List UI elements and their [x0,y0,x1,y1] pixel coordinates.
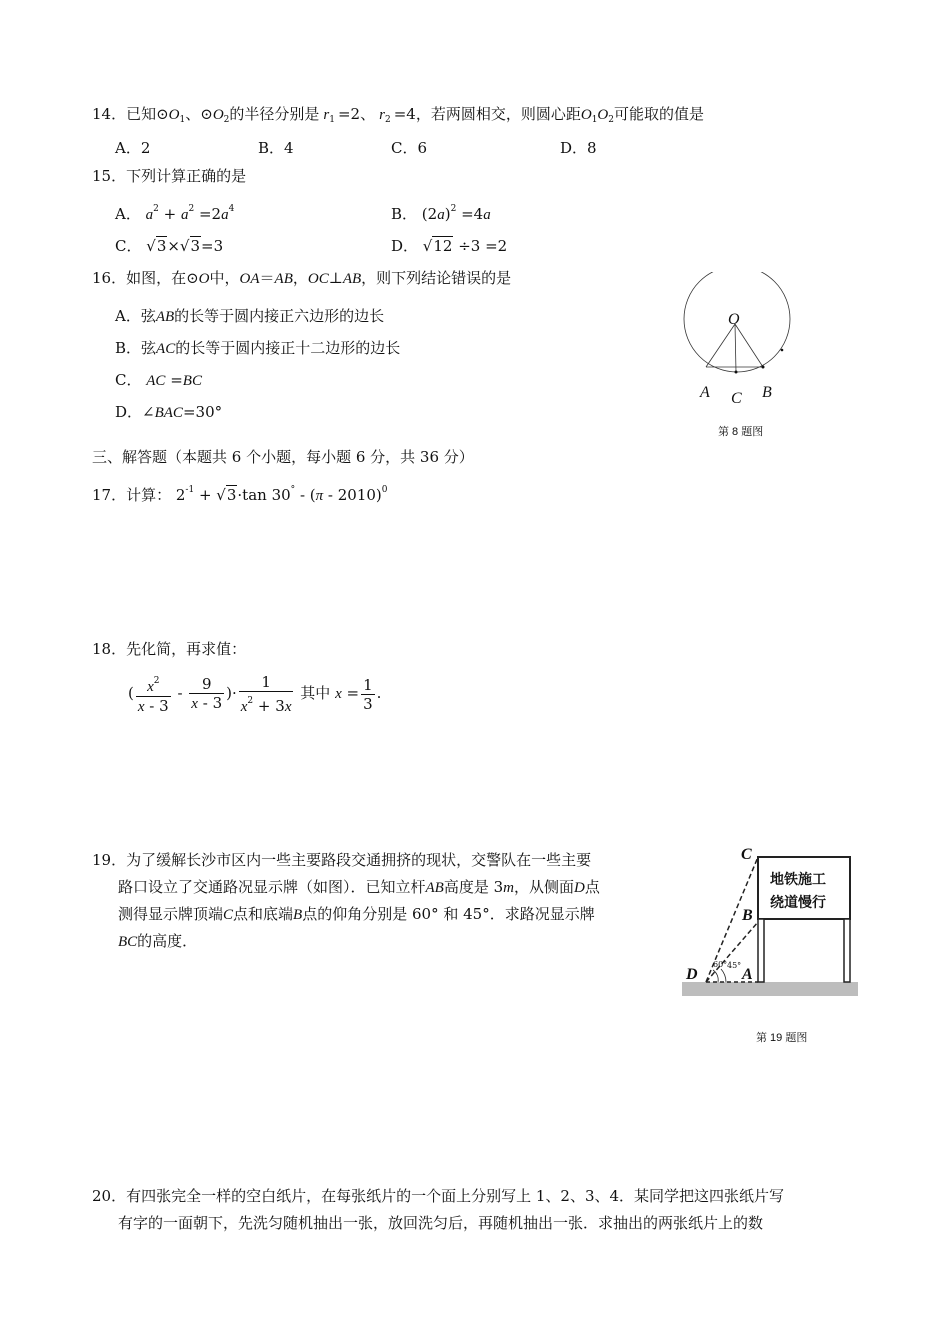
q14-text-e: 可能取的值是 [614,105,705,123]
q16-stem [92,268,511,289]
q15-stem: 15．下列计算正确的是 [92,167,247,185]
q15-d-label: D． [391,237,419,255]
fig8-label-a: A [700,384,710,401]
q16-b-text1: B．弦 [115,339,157,357]
fig8-label-c: C [731,390,742,407]
q19-l3-b: B [293,907,303,923]
q14-text-d: ，若两圆相交，则圆心距 [415,105,581,123]
segment-ob [735,324,763,367]
q19-l2-c: 高度是 3 [443,878,504,896]
q14-text-c: 的半径分别是 [229,105,320,123]
q16-option-b [115,338,400,359]
q16-ab-2: AB [342,271,362,287]
q15-option-d: D． √12 ÷3 =2 [391,237,508,255]
ground [682,982,858,996]
q14-text-a: 14．已知⊙ [92,105,169,123]
left-post [758,919,764,982]
q20-line2: 有字的一面朝下，先洗匀随机抽出一张，放回洗匀后，再随机抽出一张．求抽出的两张纸片上的数 [118,1214,764,1232]
q16-a-text3: 的长等于圆内接正六边形的边长 [174,307,385,325]
fig19-label-a: A [742,966,753,983]
q19-l2-e: ，从侧面 [514,878,575,896]
segment-oc [735,324,736,372]
q15-option-c: C． √3×√3=3 [115,237,224,255]
segment-oa [706,324,735,367]
q19-l4-bc: BC [118,934,138,950]
fig8-label-b: B [762,384,772,401]
q15-c-label: C． [115,237,142,255]
q19-l2-d: D [574,880,585,896]
q15-option-b: B． $(2a)^2 =4a$ [391,204,491,223]
dist-o1: O [580,107,592,123]
q19-line4 [118,931,197,952]
r2-value: =4 [393,105,416,123]
sign-figure [676,842,866,1002]
q14-stem: 14．已知$⊙O_1$、$⊙O_2$的半径分别是 $r_1 =2$、 $r_2 =4$，若两圆相交，则圆心距$O_1O_2$可能取的值是 [92,105,705,125]
q19-l3-e: 点的仰角分别是 60° 和 45°．求路况显示牌 [302,905,595,923]
q15-a-label: A． [115,205,141,223]
q16-comma: ， [292,269,308,287]
q16-b-text3: 的长等于圆内接正十二边形的边长 [175,339,401,357]
q14-sep: 、 [360,105,376,123]
q16-option-c: C． AC =BC [115,371,202,389]
sign-text-line1: 地铁施工 [770,872,826,888]
q16-ab: AB [274,271,293,287]
q17: 17．计算： $2^{-1} + √3\cdot\tan$ 30° - (π - 2010)$^0$ [92,485,388,504]
q19-l2-g: 点 [584,878,600,896]
q18-stem: 18．先化简，再求值： [92,640,247,658]
q16-text-j: ，则下列结论错误的是 [361,269,512,287]
q16-eq: ＝ [259,269,275,287]
o1-letter: O [168,107,180,123]
q16-perp: ⊥ [328,269,343,287]
q14-option-b: B．4 [258,139,294,157]
q19-line1: 19．为了缓解长沙市区内一些主要路段交通拥挤的现状，交警队在一些主要 [92,851,592,869]
q19-l2-m: m [503,880,514,896]
o2-letter: O [212,107,224,123]
r1-symbol: r [323,107,330,123]
q14-option-d: D．8 [560,139,597,157]
point-c [735,371,738,374]
q15-option-a: A． $a^2 + a^2 =2a^4$ [115,204,235,223]
q16-oc: OC [307,271,329,287]
fig8-label-o: O [728,311,740,328]
q16-d-value: =30° [182,403,223,421]
q19-l4-text: 的高度． [137,932,198,950]
q17-stem: 17．计算： [92,486,172,504]
q19-l3-text: 点和底端 [233,905,294,923]
q16-oa: OA [239,271,260,287]
point-b [762,366,765,369]
q19-l2-ab: AB [425,880,444,896]
q19-l3-a: 测得显示牌顶端 [118,905,224,923]
r2-symbol: r [379,107,385,123]
fig19-angle-45: 45° [727,961,742,970]
q16-c-label: C． [115,371,142,389]
fig19-angle-60: 60° [713,960,728,969]
q14-option-c: C．6 [391,139,428,157]
fig19-caption: 第 19 题图 [756,1032,808,1044]
q16-a-chord: AB [155,309,175,325]
q16-a-text1: A．弦 [115,307,156,325]
q14-text-b: 、⊙ [185,105,213,123]
angle-45-arc [721,969,726,982]
fig8-caption: 第 8 题图 [718,426,764,438]
q16-option-d [115,402,222,423]
q20-line1: 20．有四张完全一样的空白纸片，在每张纸片的一个面上分别写上 1、2、3、4．某同学把这四张纸片写 [92,1187,785,1205]
q16-b-chord: AC [156,341,176,357]
q18-where: 其中 [300,684,331,702]
q19-line3 [118,904,595,925]
fig19-label-b: B [742,907,753,924]
q16-option-a [115,306,384,327]
r1-value: =2 [337,105,361,123]
q15-b-label: B． [391,205,418,223]
q16-circle-o: O [198,271,210,287]
q16-text-a: 16．如图，在⊙ [92,269,199,287]
q16-d-angle: BAC [154,405,183,421]
q16-d-label: D．∠ [115,403,155,421]
fig19-label-d: D [686,966,698,983]
fig19-label-c: C [741,846,752,863]
angle-60-arc [713,970,718,982]
sign-text-line2: 绕道慢行 [770,895,826,911]
q19-l2-a: 路口设立了交通路况显示牌（如图）．已知立杆 [118,878,426,896]
q19-line2 [118,877,600,898]
section-3-heading: 三、解答题（本题共 6 个小题，每小题 6 分，共 36 分） [92,448,474,466]
right-post [844,919,850,982]
dist-o2: O [597,107,609,123]
point-arc [781,349,784,352]
q19-l3-c: C [223,907,234,923]
q16-text-b: 中， [209,269,240,287]
q18-expression: ( $\frac{x^2}{x - 3}$ - $\frac{9}{x - 3}$ )· $\frac{1}{x^2 + 3x}$ 其中 x = $\frac{1}{3}$ . [128,672,382,715]
q14-option-a: A．2 [115,139,151,157]
